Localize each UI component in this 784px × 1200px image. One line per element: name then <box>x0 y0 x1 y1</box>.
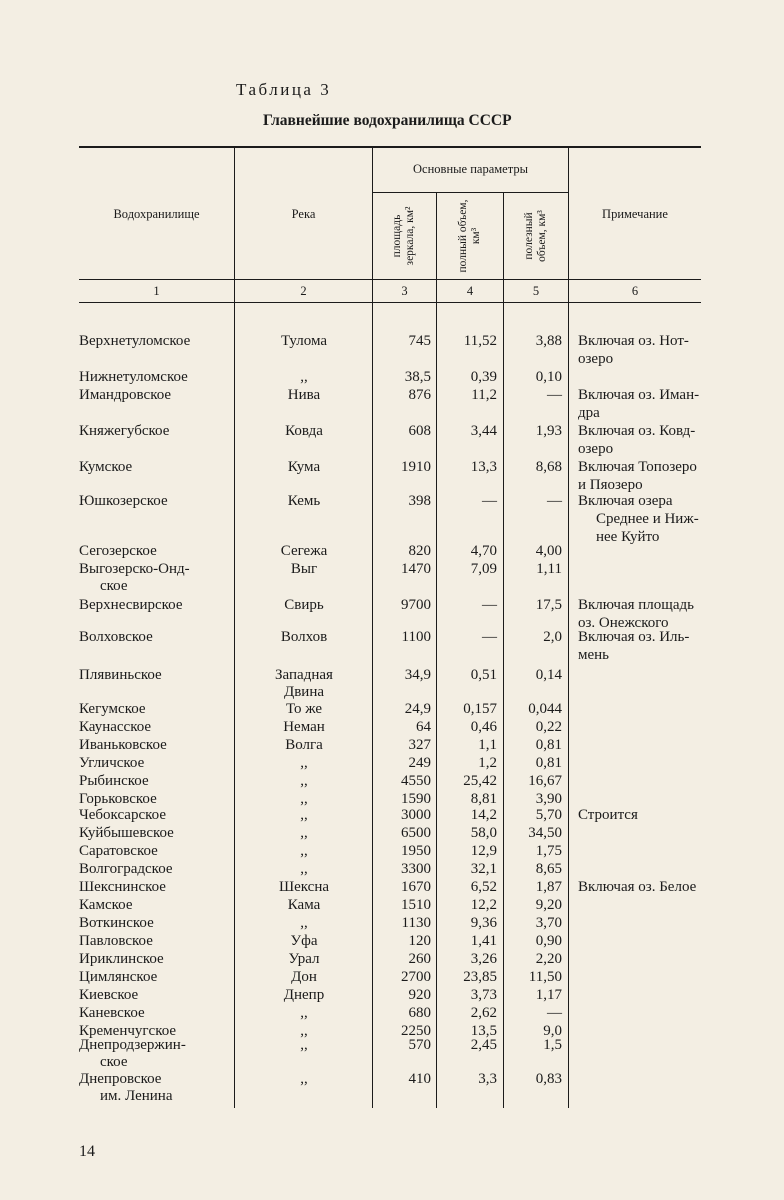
reservoir-name: Верхнесвирское <box>79 597 183 613</box>
surface-area: 745 <box>408 333 431 349</box>
useful-volume: 3,88 <box>535 333 562 349</box>
useful-volume: 0,22 <box>535 719 562 735</box>
surface-area: 410 <box>408 1071 431 1087</box>
useful-volume: — <box>547 387 562 403</box>
total-volume: 1,41 <box>470 933 497 949</box>
useful-volume: 1,5 <box>543 1037 562 1053</box>
surface-area: 9700 <box>401 597 431 613</box>
total-volume: 23,85 <box>463 969 497 985</box>
river-name: ,, <box>300 1005 308 1021</box>
useful-volume: 8,68 <box>535 459 562 475</box>
useful-volume: 0,044 <box>528 701 562 717</box>
total-volume: 12,9 <box>470 843 497 859</box>
reservoir-name: Княжегубское <box>79 423 170 439</box>
reservoir-name: Сегозерское <box>79 543 157 559</box>
river-name: ,, <box>300 791 308 807</box>
total-volume: 11,2 <box>471 387 497 403</box>
total-volume: 25,42 <box>463 773 497 789</box>
surface-area: 1100 <box>401 629 431 645</box>
useful-volume: 17,5 <box>535 597 562 613</box>
header-river: Река <box>291 207 316 221</box>
reservoir-name: Цимлянское <box>79 969 158 985</box>
useful-volume: 0,14 <box>535 667 562 683</box>
header-note: Примечание <box>602 207 668 221</box>
river-name: ,, <box>300 773 308 789</box>
reservoir-name: Иваньковское <box>79 737 167 753</box>
river-name: ,, <box>300 825 308 841</box>
reservoir-name: Выгозерско-Онд- <box>79 561 190 577</box>
river-name: Свирь <box>284 597 324 613</box>
total-volume: 2,62 <box>470 1005 497 1021</box>
reservoir-name: Угличское <box>79 755 145 771</box>
surface-area: 608 <box>408 423 431 439</box>
surface-area: 920 <box>408 987 431 1003</box>
reservoir-name: Ириклинское <box>79 951 164 967</box>
river-name: Кемь <box>287 493 321 509</box>
surface-area: 3000 <box>401 807 431 823</box>
useful-volume: 5,70 <box>535 807 562 823</box>
column-number: 6 <box>631 284 639 298</box>
note-text: и Пяозеро <box>578 477 643 493</box>
useful-volume: 0,81 <box>535 755 562 771</box>
note-text: дра <box>578 405 600 421</box>
river-name: Кума <box>287 459 321 475</box>
reservoir-name: Куйбышевское <box>79 825 174 841</box>
river-name: Шексна <box>278 879 330 895</box>
reservoir-name: Рыбинское <box>79 773 149 789</box>
river-name: ,, <box>300 1037 308 1053</box>
useful-volume: 9,20 <box>535 897 562 913</box>
total-volume: 4,70 <box>470 543 497 559</box>
header-rule <box>79 279 701 280</box>
column-number: 3 <box>401 284 408 298</box>
total-volume: — <box>482 597 497 613</box>
surface-area: 2700 <box>401 969 431 985</box>
reservoir-name: Чебоксарское <box>79 807 166 823</box>
river-name: ,, <box>300 1023 308 1039</box>
note-text: Строится <box>578 807 638 823</box>
total-volume: 6,52 <box>470 879 497 895</box>
surface-area: 327 <box>408 737 431 753</box>
surface-area: 1910 <box>401 459 431 475</box>
column-number: 5 <box>532 284 540 298</box>
note-text: Включая площадь <box>578 597 694 613</box>
river-name: ,, <box>300 755 308 771</box>
column-number: 1 <box>153 284 160 298</box>
reservoir-name: Верхнетуломское <box>79 333 191 349</box>
column-number: 4 <box>466 284 474 298</box>
total-volume: 9,36 <box>470 915 497 931</box>
total-volume: 0,46 <box>470 719 497 735</box>
river-name: Тулома <box>280 333 327 349</box>
total-volume: 3,73 <box>470 987 497 1003</box>
note-text: озеро <box>578 351 614 367</box>
useful-volume: 4,00 <box>535 543 562 559</box>
surface-area: 1510 <box>401 897 431 913</box>
note-text: Включая оз. Иль- <box>578 629 690 645</box>
useful-volume: 1,75 <box>535 843 562 859</box>
note-text: мень <box>578 647 610 663</box>
river-name: Волга <box>285 737 323 753</box>
total-volume: 3,26 <box>470 951 497 967</box>
useful-volume: 9,0 <box>543 1023 562 1039</box>
surface-area: 3300 <box>401 861 431 877</box>
total-volume: 0,157 <box>463 701 497 717</box>
useful-volume: 0,81 <box>535 737 562 753</box>
surface-area: 260 <box>408 951 431 967</box>
reservoir-name: Днепровское <box>79 1071 162 1087</box>
total-volume: 13,5 <box>470 1023 497 1039</box>
total-volume: — <box>482 629 497 645</box>
total-volume: 3,3 <box>478 1071 497 1087</box>
surface-area: 680 <box>408 1005 431 1021</box>
surface-area: 120 <box>408 933 431 949</box>
total-volume: 1,2 <box>478 755 497 771</box>
river-name: Нива <box>287 387 321 403</box>
surface-area: 6500 <box>401 825 431 841</box>
useful-volume: 1,17 <box>535 987 562 1003</box>
header-useful: полезный объем, км³ <box>523 210 548 262</box>
reservoir-name: Волгоградское <box>79 861 173 877</box>
useful-volume: 1,87 <box>535 879 562 895</box>
reservoir-name: Имандровское <box>79 387 172 403</box>
useful-volume: 16,67 <box>528 773 562 789</box>
note-text: Включая озера <box>578 493 673 509</box>
reservoir-name: Кумское <box>79 459 133 475</box>
reservoir-name: Шекснинское <box>79 879 166 895</box>
note-text: Включая Топозеро <box>578 459 697 475</box>
river-name: Неман <box>283 719 325 735</box>
note-text: Среднее и Ниж- <box>596 511 699 527</box>
table-title: Главнейшие водохранилища СССР <box>263 112 512 129</box>
surface-area: 1590 <box>401 791 431 807</box>
river-name: Кама <box>287 897 321 913</box>
reservoir-name: Каневское <box>79 1005 145 1021</box>
note-text: озеро <box>578 441 614 457</box>
column-number: 2 <box>300 284 307 298</box>
useful-volume: 2,0 <box>543 629 562 645</box>
header-reservoir: Водохранилище <box>113 207 200 221</box>
total-volume: 2,45 <box>470 1037 497 1053</box>
reservoir-name: Киевское <box>79 987 139 1003</box>
total-volume: 3,44 <box>470 423 497 439</box>
note-text: Включая оз. Иман- <box>578 387 700 403</box>
useful-volume: 8,65 <box>535 861 562 877</box>
surface-area: 2250 <box>401 1023 431 1039</box>
useful-volume: — <box>547 493 562 509</box>
river-name: ,, <box>300 843 308 859</box>
reservoir-name: Днепродзержин- <box>79 1037 186 1053</box>
river-name: Сегежа <box>280 543 328 559</box>
useful-volume: 1,11 <box>536 561 562 577</box>
surface-area: 1470 <box>401 561 431 577</box>
reservoir-name: им. Ленина <box>100 1088 173 1104</box>
params-rule <box>372 192 568 193</box>
river-name: Урал <box>288 951 320 967</box>
river-name: ,, <box>300 1071 308 1087</box>
river-name: Западная <box>275 667 333 683</box>
river-name: Дон <box>291 969 317 985</box>
useful-volume: 3,70 <box>535 915 562 931</box>
table-caption: Таблица 3 <box>236 80 332 99</box>
surface-area: 24,9 <box>404 701 431 717</box>
colnum-rule <box>79 302 701 303</box>
river-name: Волхов <box>280 629 328 645</box>
header-params: Основные параметры <box>413 162 528 176</box>
river-name: ,, <box>300 807 308 823</box>
river-name: ,, <box>300 915 308 931</box>
river-name: Уфа <box>290 933 318 949</box>
reservoir-name: Саратовское <box>79 843 158 859</box>
reservoir-name: Юшкозерское <box>79 493 168 509</box>
total-volume: 32,1 <box>470 861 497 877</box>
river-name: Днепр <box>283 987 325 1003</box>
river-name: Ковда <box>285 423 323 439</box>
header-total: полный объем, км³ <box>457 199 482 273</box>
total-volume: — <box>482 493 497 509</box>
surface-area: 1670 <box>401 879 431 895</box>
reservoir-name: Нижнетуломское <box>79 369 188 385</box>
reservoir-name: Плявиньское <box>79 667 162 683</box>
surface-area: 1950 <box>401 843 431 859</box>
total-volume: 0,51 <box>470 667 497 683</box>
total-volume: 8,81 <box>470 791 497 807</box>
surface-area: 249 <box>408 755 431 771</box>
note-text: Включая оз. Ковд- <box>578 423 696 439</box>
useful-volume: 0,10 <box>535 369 562 385</box>
river-name: То же <box>285 701 323 717</box>
note-text: Включая оз. Нот- <box>578 333 689 349</box>
river-name: ,, <box>300 369 308 385</box>
note-text: нее Куйто <box>596 529 660 545</box>
reservoir-name: Павловское <box>79 933 153 949</box>
surface-area: 820 <box>408 543 431 559</box>
reservoir-name: Камское <box>79 897 133 913</box>
river-name: ,, <box>300 861 308 877</box>
reservoir-name: ское <box>100 1054 128 1070</box>
reservoir-name: Воткинское <box>79 915 154 931</box>
surface-area: 34,9 <box>404 667 431 683</box>
reservoir-name: Волховское <box>79 629 153 645</box>
reservoir-name: Каунасское <box>79 719 152 735</box>
surface-area: 38,5 <box>404 369 431 385</box>
surface-area: 1130 <box>401 915 431 931</box>
total-volume: 14,2 <box>470 807 497 823</box>
reservoir-name: Горьковское <box>79 791 157 807</box>
page-number: 14 <box>79 1143 95 1160</box>
useful-volume: 34,50 <box>528 825 562 841</box>
river-name: Двина <box>283 684 325 700</box>
surface-area: 64 <box>416 719 431 735</box>
surface-area: 570 <box>408 1037 431 1053</box>
reservoir-name: Кегумское <box>79 701 146 717</box>
surface-area: 398 <box>408 493 431 509</box>
useful-volume: 0,83 <box>535 1071 562 1087</box>
total-volume: 7,09 <box>470 561 497 577</box>
total-volume: 11,52 <box>463 333 497 349</box>
header-area: площадь зеркала, км² <box>391 206 416 266</box>
river-name: Выг <box>290 561 318 577</box>
total-volume: 0,39 <box>470 369 497 385</box>
useful-volume: 11,50 <box>528 969 562 985</box>
note-text: Включая оз. Белое <box>578 879 697 895</box>
total-volume: 12,2 <box>470 897 497 913</box>
note-text: оз. Онежского <box>578 615 669 631</box>
total-volume: 58,0 <box>470 825 497 841</box>
useful-volume: 2,20 <box>535 951 562 967</box>
reservoir-name: ское <box>100 578 128 594</box>
surface-area: 4550 <box>401 773 431 789</box>
useful-volume: 3,90 <box>535 791 562 807</box>
total-volume: 13,3 <box>470 459 497 475</box>
reservoir-name: Кременчугское <box>79 1023 177 1039</box>
top-rule <box>79 146 701 148</box>
total-volume: 1,1 <box>478 737 497 753</box>
surface-area: 876 <box>408 387 431 403</box>
useful-volume: — <box>547 1005 562 1021</box>
useful-volume: 1,93 <box>535 423 562 439</box>
useful-volume: 0,90 <box>535 933 562 949</box>
